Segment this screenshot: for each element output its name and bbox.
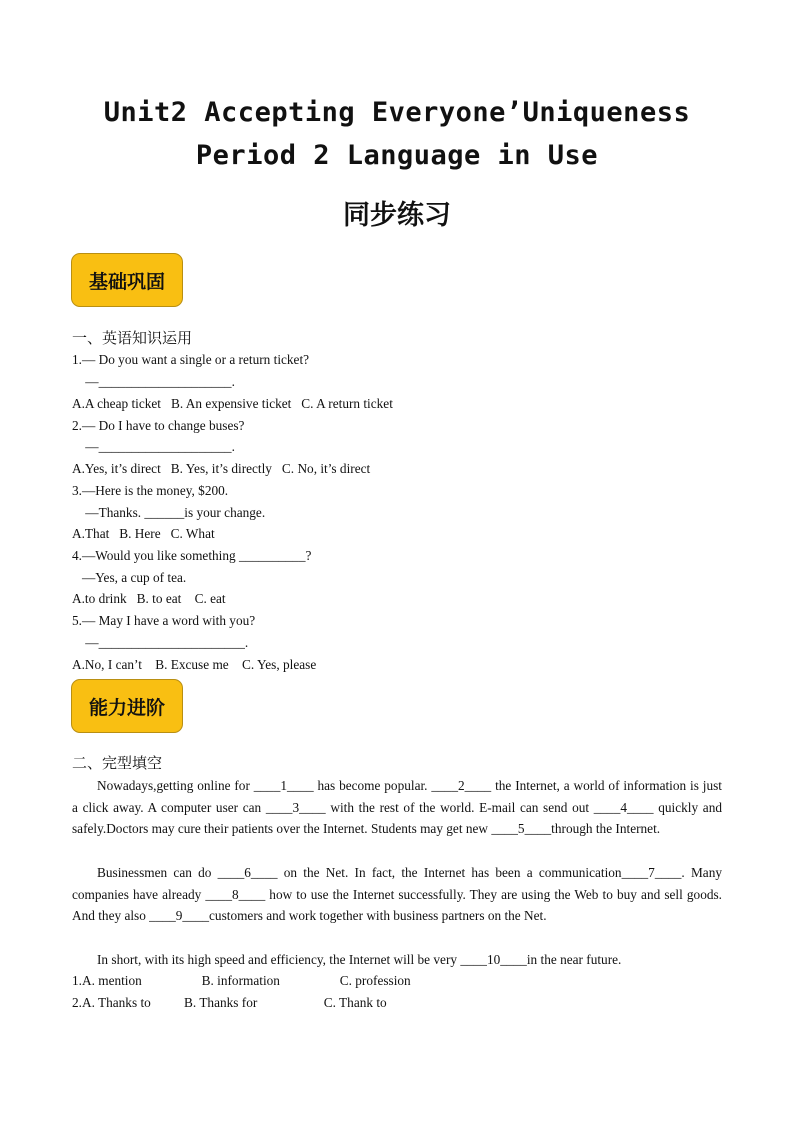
q4-question: 4.—Would you like something __________? — [72, 548, 312, 563]
section2-heading: 二、完型填空 — [72, 754, 163, 772]
q1-answer-blank: —____________________. — [72, 374, 235, 389]
q3-question: 3.—Here is the money, $200. — [72, 483, 229, 498]
section-badge-basic: 基础巩固 — [71, 253, 183, 307]
q5-options: A.No, I can’t B. Excuse me C. Yes, please — [72, 657, 317, 672]
section-badge-advanced: 能力进阶 — [71, 679, 183, 733]
cloze-option-1: 1.A. mention B. information C. profession — [72, 973, 411, 988]
q4-response: —Yes, a cup of tea. — [72, 570, 187, 585]
title-line-2: Period 2 Language in Use — [195, 140, 599, 171]
title-line-1: Unit2 Accepting Everyone’Uniqueness — [103, 97, 691, 128]
cloze-paragraph-2: Businessmen can do ____6____ on the Net. In fact, the Internet has been a communication____7____. Many companies have already ____8____ how to use the Internet successfully. They are using the Web to buy and sell goods. And they also ____9____customers and work together with business partners on the Net. — [72, 865, 722, 924]
cloze-paragraph-3: In short, with its high speed and efficiency, the Internet will be very ____10____in the near future. — [97, 952, 622, 967]
section1-heading: 一、英语知识运用 — [72, 329, 193, 347]
page-subtitle: 同步练习 — [343, 200, 451, 231]
q3-options: A.That B. Here C. What — [72, 526, 215, 541]
q2-answer-blank: —____________________. — [72, 439, 235, 454]
q5-question: 5.— May I have a word with you? — [72, 613, 256, 628]
q4-options: A.to drink B. to eat C. eat — [72, 591, 226, 606]
q5-answer-blank: —______________________. — [72, 635, 249, 650]
q2-options: A.Yes, it’s direct B. Yes, it’s directly C. No, it’s direct — [72, 461, 371, 476]
q3-response: —Thanks. ______is your change. — [72, 505, 266, 520]
cloze-option-2: 2.A. Thanks to B. Thanks for C. Thank to — [72, 995, 387, 1010]
q1-options: A.A cheap ticket B. An expensive ticket C. A return ticket — [72, 396, 393, 411]
q1-question: 1.— Do you want a single or a return ticket? — [72, 352, 310, 367]
cloze-paragraph-1: Nowadays,getting online for ____1____ has become popular. ____2____ the Internet, a world of information is just a click away. A computer user can ____3____ with the rest of the world. E-mail can send out ____4____ quickly and safely.Doctors may cure their patients over the Internet. Students may get new ____5____through the Internet. — [72, 778, 722, 837]
q2-question: 2.— Do I have to change buses? — [72, 418, 245, 433]
